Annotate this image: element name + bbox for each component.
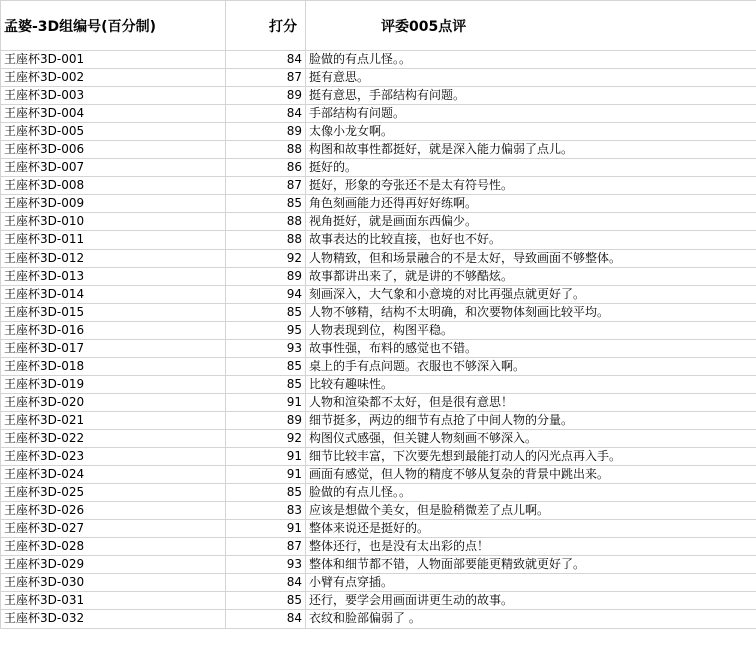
cell-comment[interactable]: 还行，要学会用画面讲更生动的故事。: [306, 592, 756, 610]
table-row: [1, 520, 756, 538]
cell-score[interactable]: 93: [226, 339, 306, 357]
cell-entry-id[interactable]: 王座杯3D-008: [1, 177, 226, 195]
cell-score[interactable]: 91: [226, 448, 306, 466]
cell-entry-id[interactable]: 王座杯3D-028: [1, 538, 226, 556]
table-row: [1, 393, 756, 411]
cell-entry-id[interactable]: 王座杯3D-022: [1, 429, 226, 447]
cell-comment[interactable]: 脸做的有点儿怪。。: [306, 51, 756, 69]
cell-score[interactable]: 85: [226, 303, 306, 321]
cell-entry-id[interactable]: 王座杯3D-011: [1, 231, 226, 249]
cell-entry-id[interactable]: 王座杯3D-012: [1, 249, 226, 267]
cell-comment[interactable]: 小臂有点穿插。: [306, 574, 756, 592]
table-row: [1, 502, 756, 520]
cell-entry-id[interactable]: 王座杯3D-016: [1, 321, 226, 339]
cell-score[interactable]: 91: [226, 466, 306, 484]
cell-entry-id[interactable]: 王座杯3D-031: [1, 592, 226, 610]
table-row: [1, 303, 756, 321]
cell-entry-id[interactable]: 王座杯3D-001: [1, 51, 226, 69]
table-row: [1, 285, 756, 303]
table-row: [1, 159, 756, 177]
cell-comment[interactable]: 挺有意思，手部结构有问题。: [306, 87, 756, 105]
cell-comment[interactable]: 构图和故事性都挺好，就是深入能力偏弱了点儿。: [306, 141, 756, 159]
cell-entry-id[interactable]: 王座杯3D-032: [1, 610, 226, 628]
table-row: [1, 538, 756, 556]
cell-comment[interactable]: 桌上的手有点问题。衣服也不够深入啊。: [306, 357, 756, 375]
table-row: [1, 213, 756, 231]
cell-comment[interactable]: 人物表现到位，构图平稳。: [306, 321, 756, 339]
cell-entry-id[interactable]: 王座杯3D-017: [1, 339, 226, 357]
table-row: [1, 411, 756, 429]
cell-score[interactable]: 84: [226, 610, 306, 628]
cell-entry-id[interactable]: 王座杯3D-023: [1, 448, 226, 466]
cell-score[interactable]: 86: [226, 159, 306, 177]
cell-comment[interactable]: 整体来说还是挺好的。: [306, 520, 756, 538]
cell-entry-id[interactable]: 王座杯3D-027: [1, 520, 226, 538]
cell-entry-id[interactable]: 王座杯3D-030: [1, 574, 226, 592]
table-row: [1, 87, 756, 105]
cell-score[interactable]: 87: [226, 538, 306, 556]
cell-comment[interactable]: 挺好的。: [306, 159, 756, 177]
cell-comment[interactable]: 整体还行，也是没有太出彩的点！: [306, 538, 756, 556]
cell-comment[interactable]: 刻画深入，大气象和小意境的对比再强点就更好了。: [306, 285, 756, 303]
cell-score[interactable]: 84: [226, 51, 306, 69]
cell-comment[interactable]: 比较有趣味性。: [306, 375, 756, 393]
header-cell-name[interactable]: 孟婆-3D组编号(百分制): [1, 1, 226, 51]
cell-entry-id[interactable]: 王座杯3D-009: [1, 195, 226, 213]
cell-score[interactable]: 94: [226, 285, 306, 303]
cell-entry-id[interactable]: 王座杯3D-015: [1, 303, 226, 321]
table-row: [1, 592, 756, 610]
cell-comment[interactable]: 故事都讲出来了，就是讲的不够酷炫。: [306, 267, 756, 285]
cell-score[interactable]: 87: [226, 177, 306, 195]
cell-score[interactable]: 88: [226, 213, 306, 231]
cell-entry-id[interactable]: 王座杯3D-025: [1, 484, 226, 502]
table-row: [1, 339, 756, 357]
cell-score[interactable]: 89: [226, 411, 306, 429]
cell-score[interactable]: 89: [226, 123, 306, 141]
cell-score[interactable]: 85: [226, 375, 306, 393]
cell-score[interactable]: 85: [226, 195, 306, 213]
table-row: [1, 51, 756, 69]
table-row: [1, 429, 756, 447]
cell-score[interactable]: 83: [226, 502, 306, 520]
table-row: [1, 123, 756, 141]
cell-entry-id[interactable]: 王座杯3D-007: [1, 159, 226, 177]
table-row: [1, 249, 756, 267]
cell-score[interactable]: 84: [226, 105, 306, 123]
cell-entry-id[interactable]: 王座杯3D-002: [1, 69, 226, 87]
table-row: [1, 69, 756, 87]
cell-score[interactable]: 87: [226, 69, 306, 87]
cell-entry-id[interactable]: 王座杯3D-014: [1, 285, 226, 303]
cell-entry-id[interactable]: 王座杯3D-006: [1, 141, 226, 159]
table-header: [1, 1, 756, 51]
table-row: [1, 267, 756, 285]
cell-score[interactable]: 92: [226, 429, 306, 447]
cell-entry-id[interactable]: 王座杯3D-019: [1, 375, 226, 393]
cell-comment[interactable]: 应该是想做个美女，但是脸稍微差了点儿啊。: [306, 502, 756, 520]
cell-comment[interactable]: 人物精致，但和场景融合的不是太好，导致画面不够整体。: [306, 249, 756, 267]
cell-comment[interactable]: 手部结构有问题。: [306, 105, 756, 123]
cell-score[interactable]: 85: [226, 357, 306, 375]
header-cell-comment[interactable]: 评委005点评: [306, 1, 756, 51]
table-row: [1, 321, 756, 339]
cell-comment[interactable]: 挺好，形象的夸张还不是太有符号性。: [306, 177, 756, 195]
cell-entry-id[interactable]: 王座杯3D-026: [1, 502, 226, 520]
cell-score[interactable]: 85: [226, 484, 306, 502]
header-row: [1, 1, 756, 51]
cell-comment[interactable]: 构图仪式感强，但关键人物刻画不够深入。: [306, 429, 756, 447]
cell-entry-id[interactable]: 王座杯3D-020: [1, 393, 226, 411]
cell-comment[interactable]: 细节挺多，两边的细节有点抢了中间人物的分量。: [306, 411, 756, 429]
cell-score[interactable]: 88: [226, 141, 306, 159]
table-row: [1, 357, 756, 375]
table-row: [1, 556, 756, 574]
cell-score[interactable]: 95: [226, 321, 306, 339]
table-row: [1, 195, 756, 213]
cell-score[interactable]: 89: [226, 87, 306, 105]
cell-comment[interactable]: 太像小龙女啊。: [306, 123, 756, 141]
table-row: [1, 105, 756, 123]
cell-comment[interactable]: 整体和细节都不错，人物面部要能更精致就更好了。: [306, 556, 756, 574]
cell-score[interactable]: 93: [226, 556, 306, 574]
cell-comment[interactable]: 角色刻画能力还得再好好练啊。: [306, 195, 756, 213]
cell-entry-id[interactable]: 王座杯3D-004: [1, 105, 226, 123]
cell-score[interactable]: 91: [226, 520, 306, 538]
cell-comment[interactable]: 故事性强，布料的感觉也不错。: [306, 339, 756, 357]
cell-entry-id[interactable]: 王座杯3D-010: [1, 213, 226, 231]
cell-comment[interactable]: 人物和渲染都不太好，但是很有意思！: [306, 393, 756, 411]
cell-entry-id[interactable]: 王座杯3D-024: [1, 466, 226, 484]
table-row: [1, 231, 756, 249]
cell-comment[interactable]: 视角挺好，就是画面东西偏少。: [306, 213, 756, 231]
cell-entry-id[interactable]: 王座杯3D-013: [1, 267, 226, 285]
header-cell-score[interactable]: 打分: [226, 1, 306, 51]
cell-score[interactable]: 92: [226, 249, 306, 267]
cell-score[interactable]: 84: [226, 574, 306, 592]
cell-comment[interactable]: 细节比较丰富，下次要先想到最能打动人的闪光点再入手。: [306, 448, 756, 466]
table-row: [1, 610, 756, 628]
cell-comment[interactable]: 脸做的有点儿怪。。: [306, 484, 756, 502]
table-row: [1, 484, 756, 502]
cell-entry-id[interactable]: 王座杯3D-005: [1, 123, 226, 141]
cell-entry-id[interactable]: 王座杯3D-021: [1, 411, 226, 429]
table-row: [1, 574, 756, 592]
cell-entry-id[interactable]: 王座杯3D-029: [1, 556, 226, 574]
cell-entry-id[interactable]: 王座杯3D-018: [1, 357, 226, 375]
table-row: [1, 141, 756, 159]
table-row: [1, 375, 756, 393]
cell-comment[interactable]: 故事表达的比较直接，也好也不好。: [306, 231, 756, 249]
cell-entry-id[interactable]: 王座杯3D-003: [1, 87, 226, 105]
cell-score[interactable]: 89: [226, 267, 306, 285]
cell-comment[interactable]: 人物不够精，结构不太明确，和次要物体刻画比较平均。: [306, 303, 756, 321]
table-row: [1, 177, 756, 195]
cell-score[interactable]: 91: [226, 393, 306, 411]
cell-comment[interactable]: 挺有意思。: [306, 69, 756, 87]
cell-score[interactable]: 85: [226, 592, 306, 610]
table-row: [1, 466, 756, 484]
cell-comment[interactable]: 画面有感觉，但人物的精度不够从复杂的背景中跳出来。: [306, 466, 756, 484]
cell-score[interactable]: 88: [226, 231, 306, 249]
cell-comment[interactable]: 衣纹和脸部偏弱了 。: [306, 610, 756, 628]
table-body: [1, 51, 756, 629]
table-row: [1, 448, 756, 466]
